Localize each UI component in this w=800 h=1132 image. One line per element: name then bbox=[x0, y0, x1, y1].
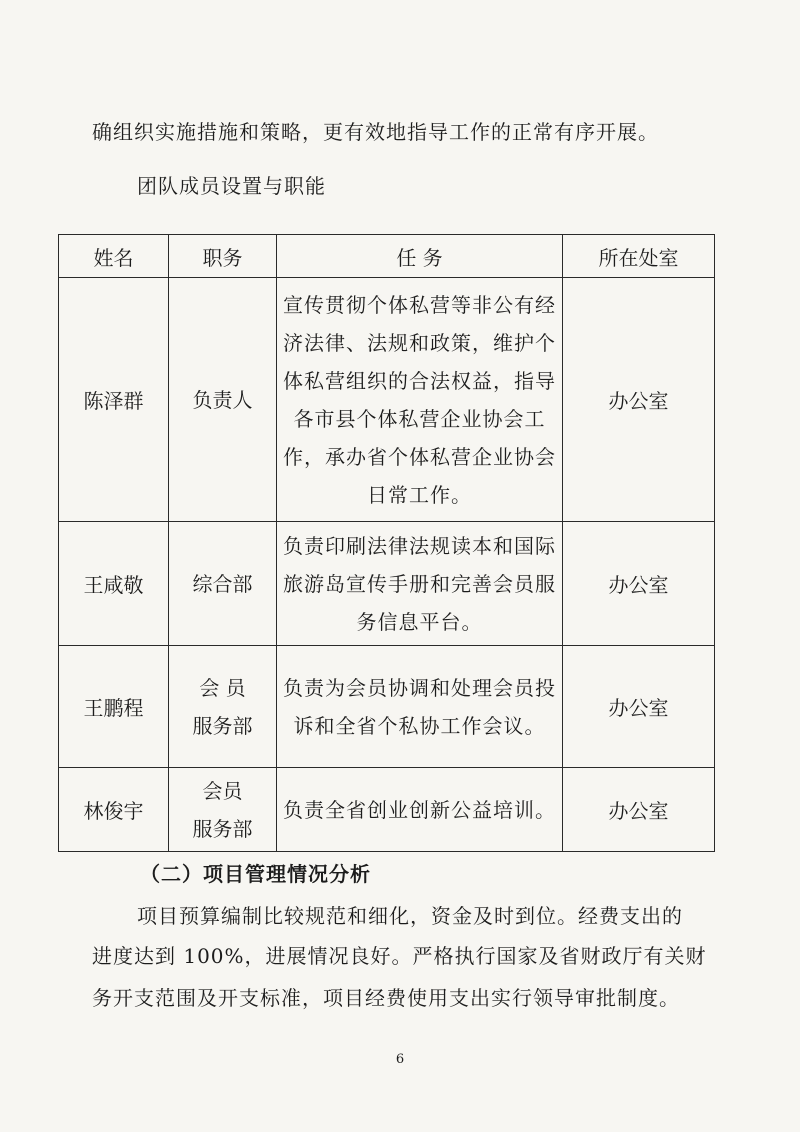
section-heading: （二）项目管理情况分析 bbox=[140, 862, 371, 886]
paragraph-line: 进度达到 100%，进展情况良好。严格执行国家及省财政厅有关财 bbox=[92, 944, 707, 968]
member-office: 办公室 bbox=[563, 768, 715, 852]
page-number: 6 bbox=[395, 1052, 405, 1067]
table-header-row bbox=[59, 235, 715, 278]
table-row bbox=[59, 646, 715, 768]
member-name: 王咸敬 bbox=[59, 522, 169, 646]
paragraph-line: 务开支范围及开支标准，项目经费使用支出实行领导审批制度。 bbox=[92, 986, 680, 1010]
position-line: 服务部 bbox=[192, 816, 253, 841]
member-position bbox=[169, 768, 277, 852]
table-caption: 团队成员设置与职能 bbox=[137, 174, 326, 198]
header-task: 任 务 bbox=[277, 235, 563, 278]
member-name: 王鹏程 bbox=[59, 646, 169, 768]
member-position bbox=[169, 522, 277, 646]
member-task: 负责为会员协调和处理会员投诉和全省个私协工作会议。 bbox=[277, 646, 563, 768]
intro-line: 确组织实施措施和策略，更有效地指导工作的正常有序开展。 bbox=[92, 120, 659, 144]
header-name: 姓名 bbox=[59, 235, 169, 278]
member-office: 办公室 bbox=[563, 646, 715, 768]
member-position bbox=[169, 646, 277, 768]
table-row bbox=[59, 278, 715, 522]
member-name: 陈泽群 bbox=[59, 278, 169, 522]
position-line: 会 员 bbox=[199, 675, 246, 700]
position-line: 负责人 bbox=[192, 387, 253, 412]
paragraph-line: 项目预算编制比较规范和细化，资金及时到位。经费支出的 bbox=[137, 904, 683, 928]
position-line: 服务部 bbox=[192, 713, 253, 738]
member-task: 宣传贯彻个体私营等非公有经济法律、法规和政策，维护个体私营组织的合法权益，指导各市县个体私营企业协会工作，承办省个体私营企业协会日常工作。 bbox=[277, 278, 563, 522]
team-members-table bbox=[58, 234, 715, 852]
header-position: 职务 bbox=[169, 235, 277, 278]
member-task: 负责全省创业创新公益培训。 bbox=[277, 768, 563, 852]
table-row bbox=[59, 522, 715, 646]
member-name: 林俊宇 bbox=[59, 768, 169, 852]
position-line: 综合部 bbox=[192, 571, 253, 596]
member-position bbox=[169, 278, 277, 522]
member-office: 办公室 bbox=[563, 278, 715, 522]
member-office: 办公室 bbox=[563, 522, 715, 646]
table-row bbox=[59, 768, 715, 852]
member-task: 负责印刷法律法规读本和国际旅游岛宣传手册和完善会员服务信息平台。 bbox=[277, 522, 563, 646]
position-line: 会员 bbox=[202, 778, 243, 803]
header-office: 所在处室 bbox=[563, 235, 715, 278]
